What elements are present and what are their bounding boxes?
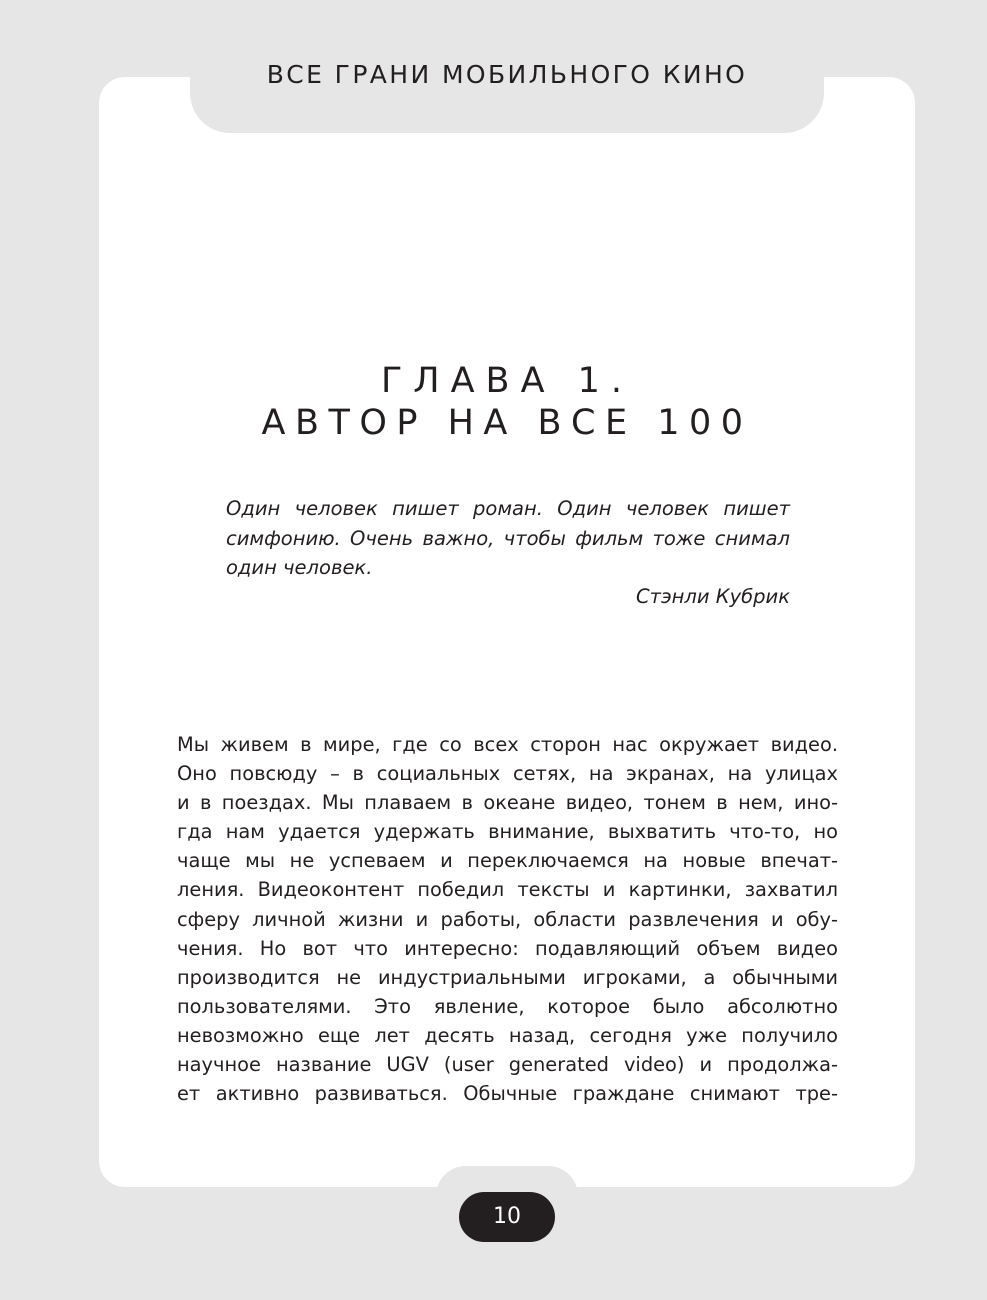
- chapter-number: ГЛАВА 1.: [380, 361, 634, 401]
- body-line: чения. Но вот что интересно: подавляющий объем видео: [177, 936, 838, 960]
- chapter-title: [99, 360, 915, 444]
- body-line: Оно повсюду – в социальных сетях, на экранах, на улицах: [177, 762, 838, 786]
- body-text: [177, 730, 838, 1108]
- body-line: ет активно развиваться. Обычные граждане снимают тре-: [177, 1082, 838, 1106]
- body-line: пользователями. Это явление, которое было абсолютно: [177, 994, 838, 1018]
- body-line: невозможно еще лет десять назад, сегодня уже получило: [177, 1023, 838, 1047]
- page-number-badge: 10: [459, 1192, 555, 1242]
- body-line: чаще мы не успеваем и переключаемся на новые впечат-: [177, 849, 838, 873]
- body-line: гда нам удается удержать внимание, выхватить что-то, но: [177, 820, 838, 844]
- body-line: Мы живем в мире, где со всех сторон нас окружает видео.: [177, 733, 838, 756]
- body-line: ления. Видеоконтент победил тексты и картинки, захватил: [177, 878, 838, 902]
- epigraph-quote: Один человек пишет роман. Один человек пишет симфонию. Очень важно, чтобы фильм тоже снимал один человек.: [226, 497, 790, 579]
- running-head: ВСЕ ГРАНИ МОБИЛЬНОГО КИНО: [266, 60, 748, 89]
- body-line: научное название UGV (user generated video) и продолжа-: [177, 1053, 838, 1077]
- epigraph-author: Стэнли Кубрик: [635, 585, 790, 608]
- body-line: и в поездах. Мы плаваем в океане видео, тонем в нем, ино-: [177, 791, 838, 815]
- chapter-name: АВТОР НА ВСЕ 100: [261, 403, 753, 443]
- body-line: производится не индустриальными игроками, а обычными: [177, 965, 838, 989]
- body-line: сферу личной жизни и работы, области развлечения и обу-: [177, 907, 838, 931]
